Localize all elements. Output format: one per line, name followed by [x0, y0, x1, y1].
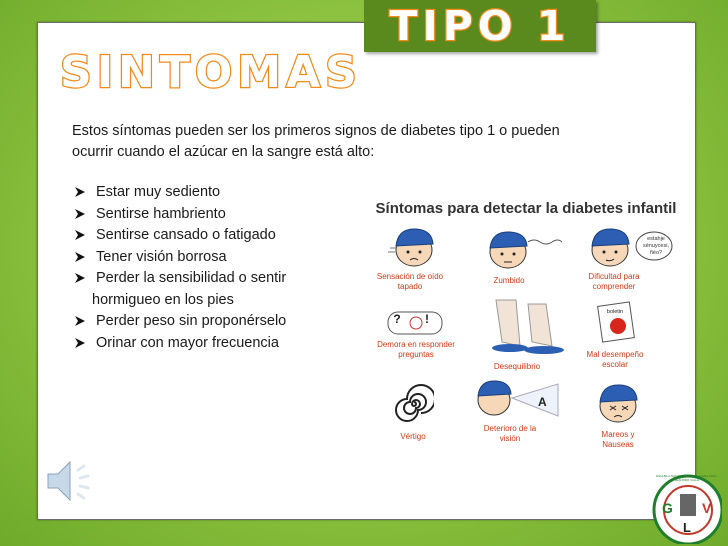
arrow-bullet-icon — [74, 251, 86, 263]
child-face-dizzy-icon — [594, 380, 642, 424]
boletin-label: boletin — [606, 309, 624, 315]
symptom-item — [74, 204, 374, 226]
symptom-item — [74, 182, 374, 204]
vertigo-spiral-icon — [394, 384, 434, 424]
tipo-label: TIPO 1 — [389, 2, 571, 50]
feet-balance-icon — [476, 296, 572, 358]
arrow-bullet-icon — [74, 186, 86, 198]
question-mark: ? — [393, 312, 401, 326]
symptom-label: Perder la sensibilidad o sentir — [96, 270, 287, 286]
intro-line-1: Estos síntomas pueden ser los primeros signos de diabetes tipo 1 o pueden — [72, 123, 560, 139]
school-logo — [650, 472, 722, 544]
caption-demora: Demora en responder preguntas — [377, 340, 455, 359]
infographic-title: Síntomas para detectar la diabetes infantil — [375, 200, 677, 217]
svg-text:A: A — [538, 395, 547, 409]
symptoms-infographic — [372, 200, 680, 458]
blurred-vision-icon — [472, 376, 562, 422]
symptom-item — [74, 247, 374, 269]
symptom-label: Orinar con mayor frecuencia — [96, 334, 279, 351]
audio-speaker-icon[interactable] — [40, 456, 100, 506]
arrow-bullet-icon — [74, 208, 86, 220]
logo-letter-l: L — [683, 520, 691, 535]
symptom-item — [74, 311, 374, 333]
symptom-label: Tener visión borrosa — [96, 248, 227, 265]
logo-letter-g: G — [662, 500, 673, 516]
symptom-item — [74, 333, 374, 355]
bubble-text: estahje sénuycesi, ñéo? — [643, 236, 669, 256]
caption-oido: Sensación de oído tapado — [376, 272, 444, 291]
symptom-list — [74, 182, 374, 354]
symptom-label: Sentirse cansado o fatigado — [96, 227, 276, 243]
intro-text — [72, 121, 602, 163]
symptom-label: Perder peso sin proponérselo — [96, 313, 287, 329]
tipo-banner — [364, 0, 596, 52]
arrow-bullet-icon — [74, 272, 86, 284]
child-face-ear-icon — [386, 224, 442, 268]
child-face-buzz-icon — [484, 228, 564, 270]
caption-vision: Deterioro de la visión — [483, 424, 537, 443]
caption-desempeno: Mal desempeño escolar — [586, 350, 644, 369]
arrow-bullet-icon — [74, 229, 86, 241]
caption-mareos: Mareos y Nauseas — [601, 430, 635, 449]
caption-vertigo: Vértigo — [400, 432, 426, 441]
slide-title: SINTOMAS — [60, 47, 362, 98]
logo-letter-v: V — [702, 500, 712, 516]
symptom-label: Sentirse hambriento — [96, 205, 226, 222]
logo-ring-text: ESCUELA NACIONAL REPUBLICANA GRAL. LEANDRO VALLE — [656, 474, 718, 482]
arrow-bullet-icon — [74, 315, 86, 327]
symptom-label: Estar muy sediento — [96, 184, 221, 200]
report-card-icon — [594, 300, 638, 344]
symptom-continuation: hormigueo en los pies — [92, 291, 234, 308]
symptom-item — [74, 268, 374, 311]
caption-zumbido: Zumbido — [493, 276, 525, 285]
arrow-bullet-icon — [74, 337, 86, 349]
caption-desequilibrio: Desequilibrio — [493, 362, 541, 371]
caption-dificultad: Dificultad para comprender — [588, 272, 640, 291]
symptom-item — [74, 225, 374, 247]
exclaim-mark: ! — [425, 312, 429, 326]
intro-line-2: ocurrir cuando el azúcar en la sangre está alto: — [72, 144, 375, 160]
